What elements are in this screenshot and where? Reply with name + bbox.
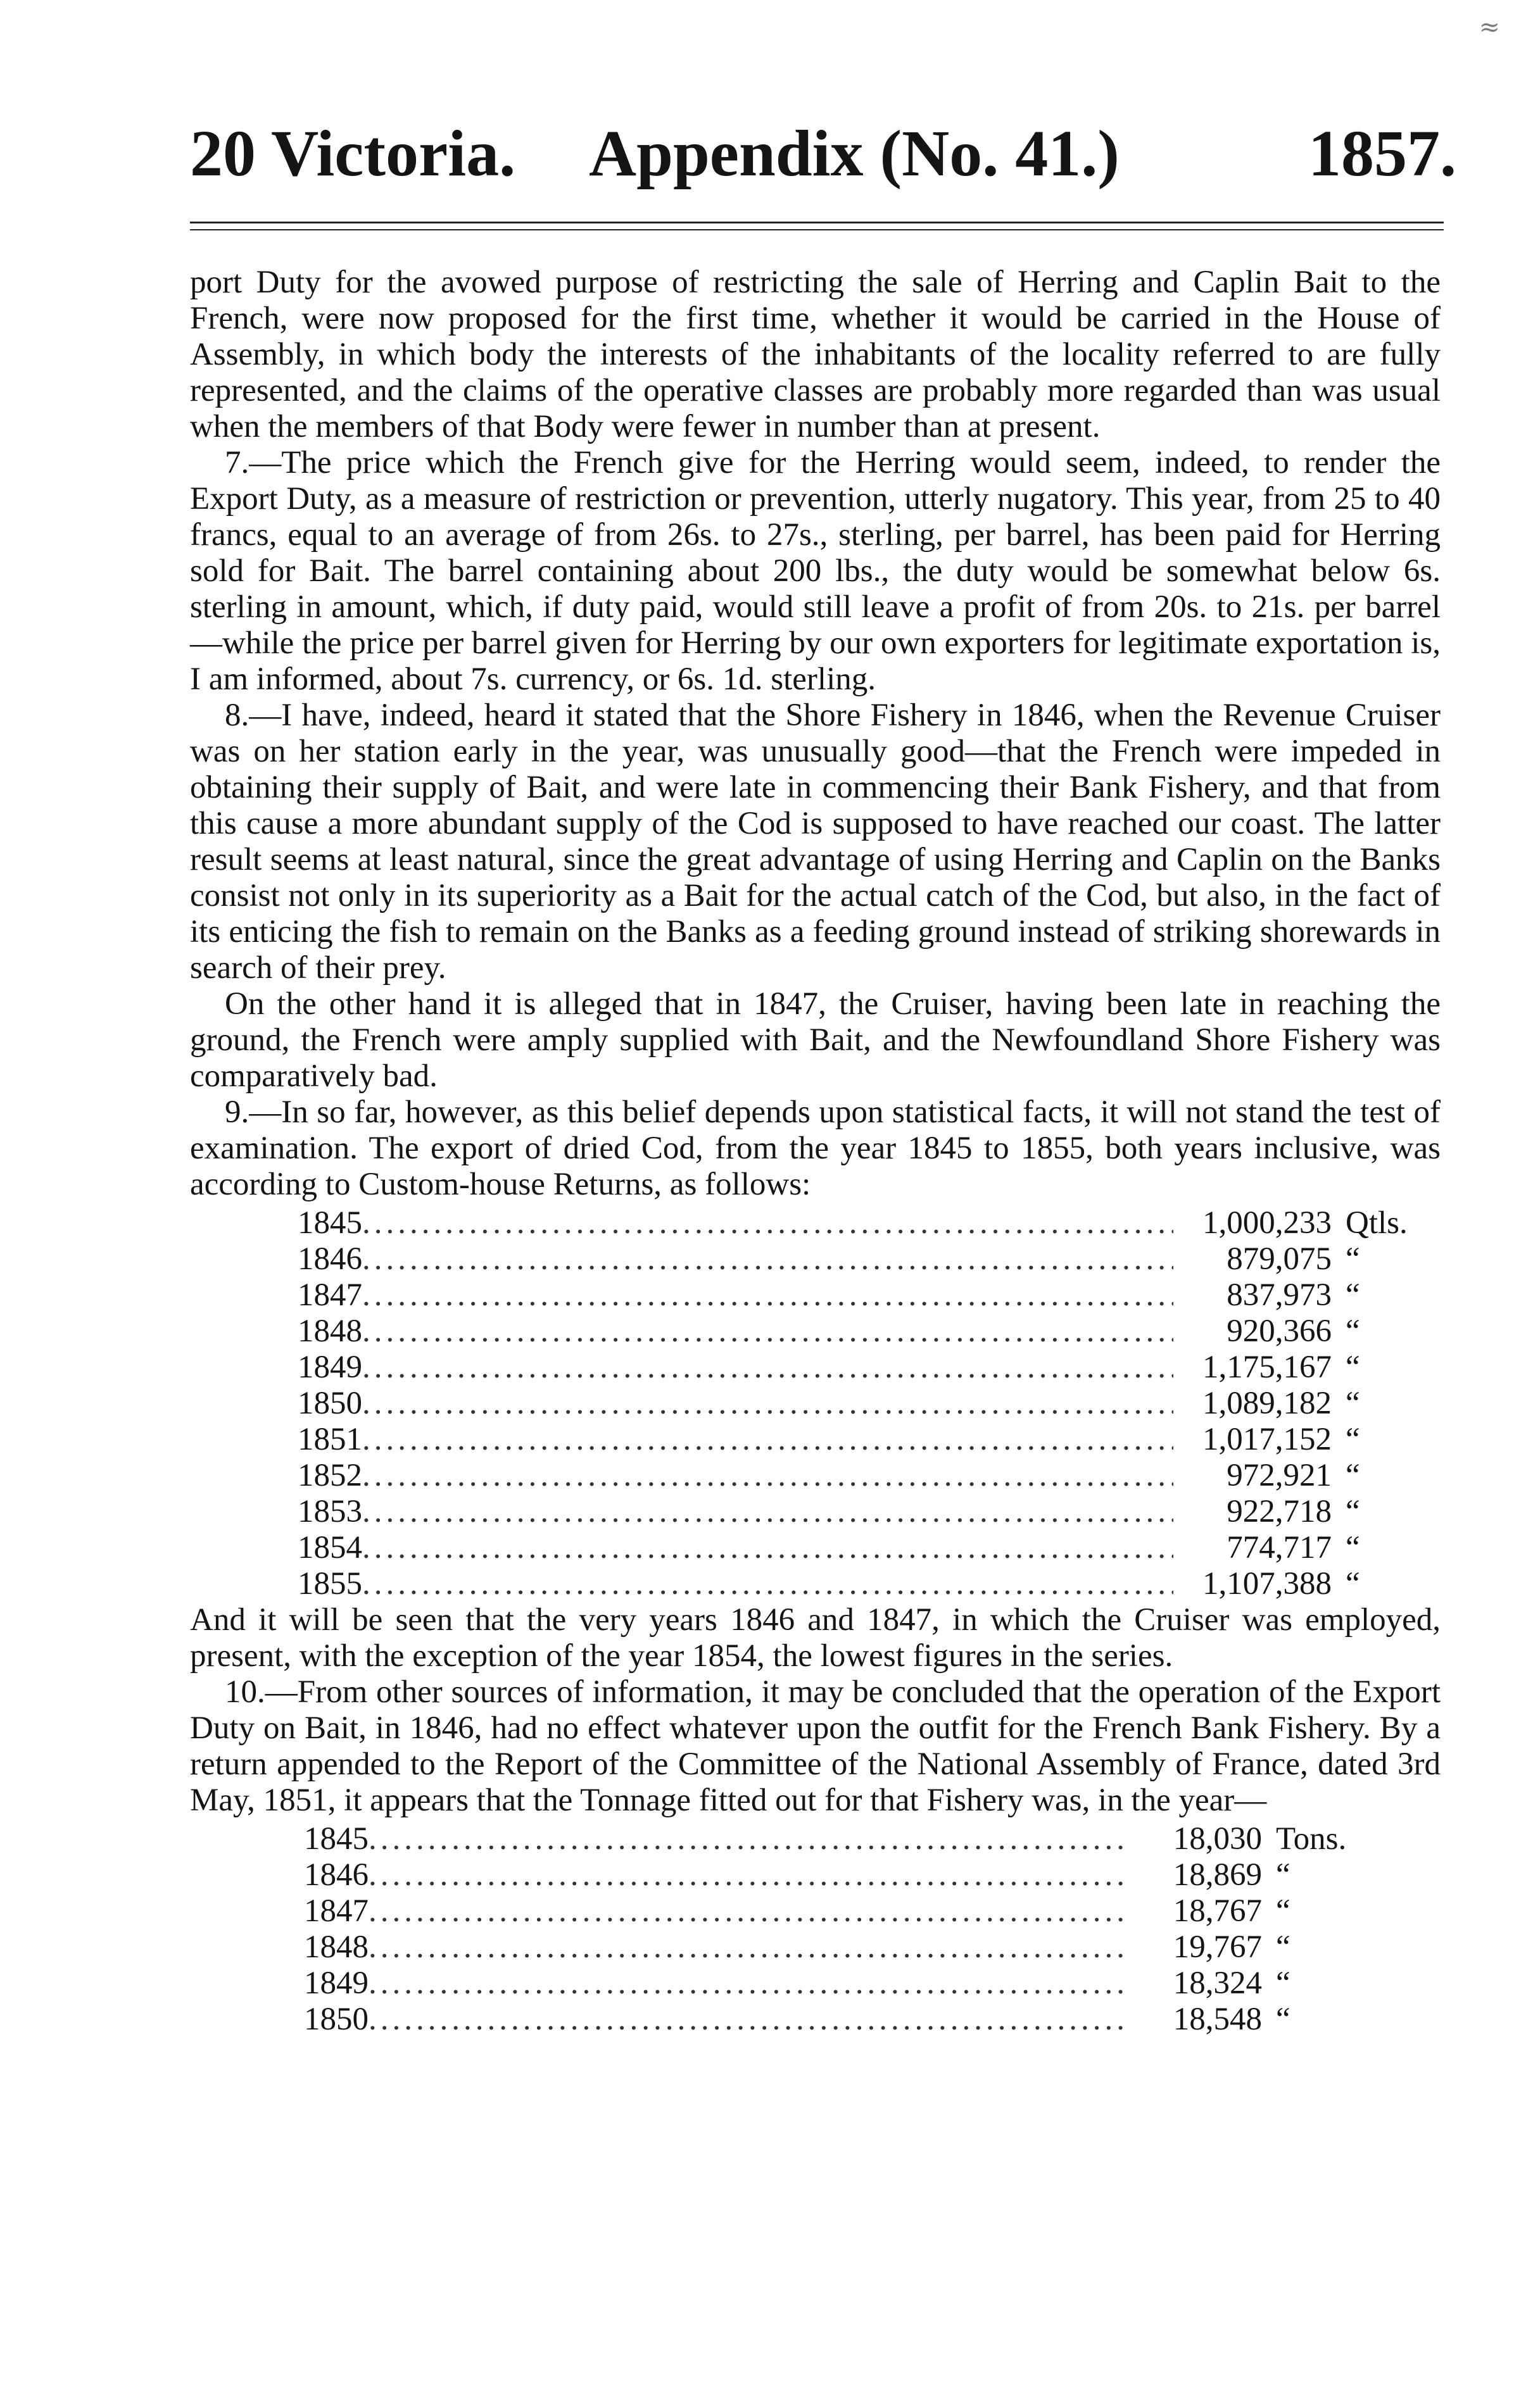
table-year: 1846 xyxy=(304,1857,369,1893)
leader-dots xyxy=(362,1241,1173,1277)
leader-dots xyxy=(369,1893,1123,1929)
table-row xyxy=(298,1530,1441,1566)
table-unit: “ xyxy=(1276,1857,1290,1893)
table-year: 1848 xyxy=(304,1929,369,1965)
table-year: 1855 xyxy=(298,1566,362,1602)
leader-dots xyxy=(362,1530,1173,1566)
table-value: 1,000,233 xyxy=(1202,1205,1332,1241)
table-unit: “ xyxy=(1346,1350,1360,1385)
header-session: 20 Victoria. xyxy=(190,117,516,190)
table-value: 18,548 xyxy=(1173,2002,1262,2037)
table-value: 1,175,167 xyxy=(1202,1350,1332,1385)
leader-dots xyxy=(362,1386,1173,1422)
table-unit: “ xyxy=(1276,2002,1290,2037)
table-unit: “ xyxy=(1346,1566,1360,1602)
table-value: 19,767 xyxy=(1173,1929,1262,1965)
table-unit: “ xyxy=(1346,1530,1360,1565)
table-value: 1,089,182 xyxy=(1202,1386,1332,1421)
table-row xyxy=(304,1821,1441,1857)
page-body xyxy=(190,265,1441,2038)
corner-mark: ≈ xyxy=(1479,13,1500,42)
leader-dots xyxy=(362,1314,1173,1350)
table-value: 774,717 xyxy=(1227,1530,1332,1565)
table-unit: “ xyxy=(1346,1314,1360,1349)
table-value: 1,107,388 xyxy=(1202,1566,1332,1602)
table-year: 1851 xyxy=(298,1422,362,1457)
table-year: 1853 xyxy=(298,1494,362,1529)
table-unit: “ xyxy=(1346,1241,1360,1277)
paragraph-9-continued: And it will be seen that the very years 1846 and 1847, in which the Cruiser was employed, present, with the exception of the year 1854, the lowest figures in the series. xyxy=(190,1602,1441,1674)
table-row xyxy=(298,1422,1441,1458)
table-unit: “ xyxy=(1346,1386,1360,1421)
header-rule-top xyxy=(190,222,1444,223)
paragraph-8-continued: On the other hand it is alleged that in 1847, the Cruiser, having been late in reaching the ground, the French were amply supplied with Bait, and the Newfoundland Shore Fishery was comparatively bad. xyxy=(190,986,1441,1094)
header-rule-bottom xyxy=(190,229,1444,230)
table-year: 1852 xyxy=(298,1458,362,1493)
table-value: 837,973 xyxy=(1227,1277,1332,1313)
table-row xyxy=(298,1314,1441,1350)
table-row xyxy=(298,1205,1441,1241)
table-unit: Tons. xyxy=(1276,1821,1347,1857)
tonnage-table xyxy=(190,1821,1441,2038)
table-row xyxy=(298,1566,1441,1602)
leader-dots xyxy=(362,1494,1173,1530)
table-value: 18,767 xyxy=(1173,1893,1262,1929)
header-year: 1857. xyxy=(1308,117,1456,190)
table-value: 972,921 xyxy=(1227,1458,1332,1493)
page-header xyxy=(190,111,1456,190)
table-year: 1849 xyxy=(304,1966,369,2001)
leader-dots xyxy=(362,1458,1173,1494)
leader-dots xyxy=(369,1966,1123,2002)
paragraph-intro: port Duty for the avowed purpose of restricting the sale of Herring and Caplin Bait to the French, were now proposed for the first time, whether it would be carried in the House of Assembly, in which body the interests of the inhabitants of the locality referred to are fully represented, and the claims of the operative classes are probably more regarded than was usual when the members of that Body were fewer in number than at present. xyxy=(190,265,1441,444)
paragraph-9: 9.—In so far, however, as this belief depends upon statistical facts, it will not stand the test of examination. The export of dried Cod, from the year 1845 to 1855, both years inclusive, was according to Custom-house Returns, as follows: xyxy=(190,1094,1441,1202)
table-row xyxy=(298,1458,1441,1494)
leader-dots xyxy=(362,1205,1173,1241)
table-year: 1847 xyxy=(298,1277,362,1313)
table-year: 1850 xyxy=(298,1386,362,1421)
table-unit: “ xyxy=(1346,1422,1360,1457)
table-value: 922,718 xyxy=(1227,1494,1332,1529)
table-year: 1850 xyxy=(304,2002,369,2037)
table-row xyxy=(304,1966,1441,2002)
table-year: 1847 xyxy=(304,1893,369,1929)
leader-dots xyxy=(369,2002,1123,2038)
table-row xyxy=(304,1893,1441,1929)
table-year: 1848 xyxy=(298,1314,362,1349)
table-row xyxy=(298,1241,1441,1277)
header-appendix: Appendix (No. 41.) xyxy=(589,117,1120,190)
leader-dots xyxy=(362,1422,1173,1458)
table-value: 18,030 xyxy=(1173,1821,1262,1857)
table-unit: “ xyxy=(1346,1277,1360,1313)
table-unit: “ xyxy=(1276,1893,1290,1929)
table-year: 1849 xyxy=(298,1350,362,1385)
leader-dots xyxy=(362,1277,1173,1314)
table-value: 18,324 xyxy=(1173,1966,1262,2001)
table-row xyxy=(298,1386,1441,1422)
table-unit: Qtls. xyxy=(1346,1205,1408,1241)
table-year: 1845 xyxy=(298,1205,362,1241)
table-row xyxy=(304,1929,1441,1966)
table-row xyxy=(304,2002,1441,2038)
table-unit: “ xyxy=(1276,1966,1290,2001)
paragraph-7: 7.—The price which the French give for the Herring would seem, indeed, to render the Export Duty, as a measure of restriction or prevention, utterly nugatory. This year, from 25 to 40 francs, equal to an average of from 26s. to 27s., sterling, per barrel, has been paid for Herring sold for Bait. The barrel containing about 200 lbs., the duty would be somewhat below 6s. sterling in amount, which, if duty paid, would still leave a profit of from 20s. to 21s. per barrel—while the price per barrel given for Herring by our own exporters for legitimate exportation is, I am informed, about 7s. currency, or 6s. 1d. sterling. xyxy=(190,445,1441,697)
table-year: 1846 xyxy=(298,1241,362,1277)
table-unit: “ xyxy=(1346,1458,1360,1493)
leader-dots xyxy=(362,1566,1173,1602)
table-value: 879,075 xyxy=(1227,1241,1332,1277)
paragraph-10: 10.—From other sources of information, it may be concluded that the operation of the Export Duty on Bait, in 1846, had no effect whatever upon the outfit for the French Bank Fishery. By a return appended to the Report of the Committee of the National Assembly of France, dated 3rd May, 1851, it appears that the Tonnage fitted out for that Fishery was, in the year— xyxy=(190,1674,1441,1818)
paragraph-8: 8.—I have, indeed, heard it stated that the Shore Fishery in 1846, when the Revenue Cruiser was on her station early in the year, was unusually good—that the French were impeded in obtaining their supply of Bait, and were late in commencing their Bank Fishery, and that from this cause a more abundant supply of the Cod is supposed to have reached our coast. The latter result seems at least natural, since the great advantage of using Herring and Caplin on the Banks consist not only in its superiority as a Bait for the actual catch of the Cod, but also, in the fact of its enticing the fish to remain on the Banks as a feeding ground instead of striking shorewards in search of their prey. xyxy=(190,698,1441,986)
table-unit: “ xyxy=(1276,1929,1290,1965)
table-value: 18,869 xyxy=(1173,1857,1262,1893)
table-value: 1,017,152 xyxy=(1202,1422,1332,1457)
table-row xyxy=(298,1494,1441,1530)
table-year: 1854 xyxy=(298,1530,362,1565)
table-unit: “ xyxy=(1346,1494,1360,1529)
leader-dots xyxy=(362,1350,1173,1386)
cod-export-table xyxy=(190,1205,1441,1602)
leader-dots xyxy=(369,1821,1123,1857)
table-year: 1845 xyxy=(304,1821,369,1857)
leader-dots xyxy=(369,1929,1123,1966)
table-value: 920,366 xyxy=(1227,1314,1332,1349)
table-row xyxy=(304,1857,1441,1893)
table-row xyxy=(298,1277,1441,1314)
table-row xyxy=(298,1350,1441,1386)
leader-dots xyxy=(369,1857,1123,1893)
